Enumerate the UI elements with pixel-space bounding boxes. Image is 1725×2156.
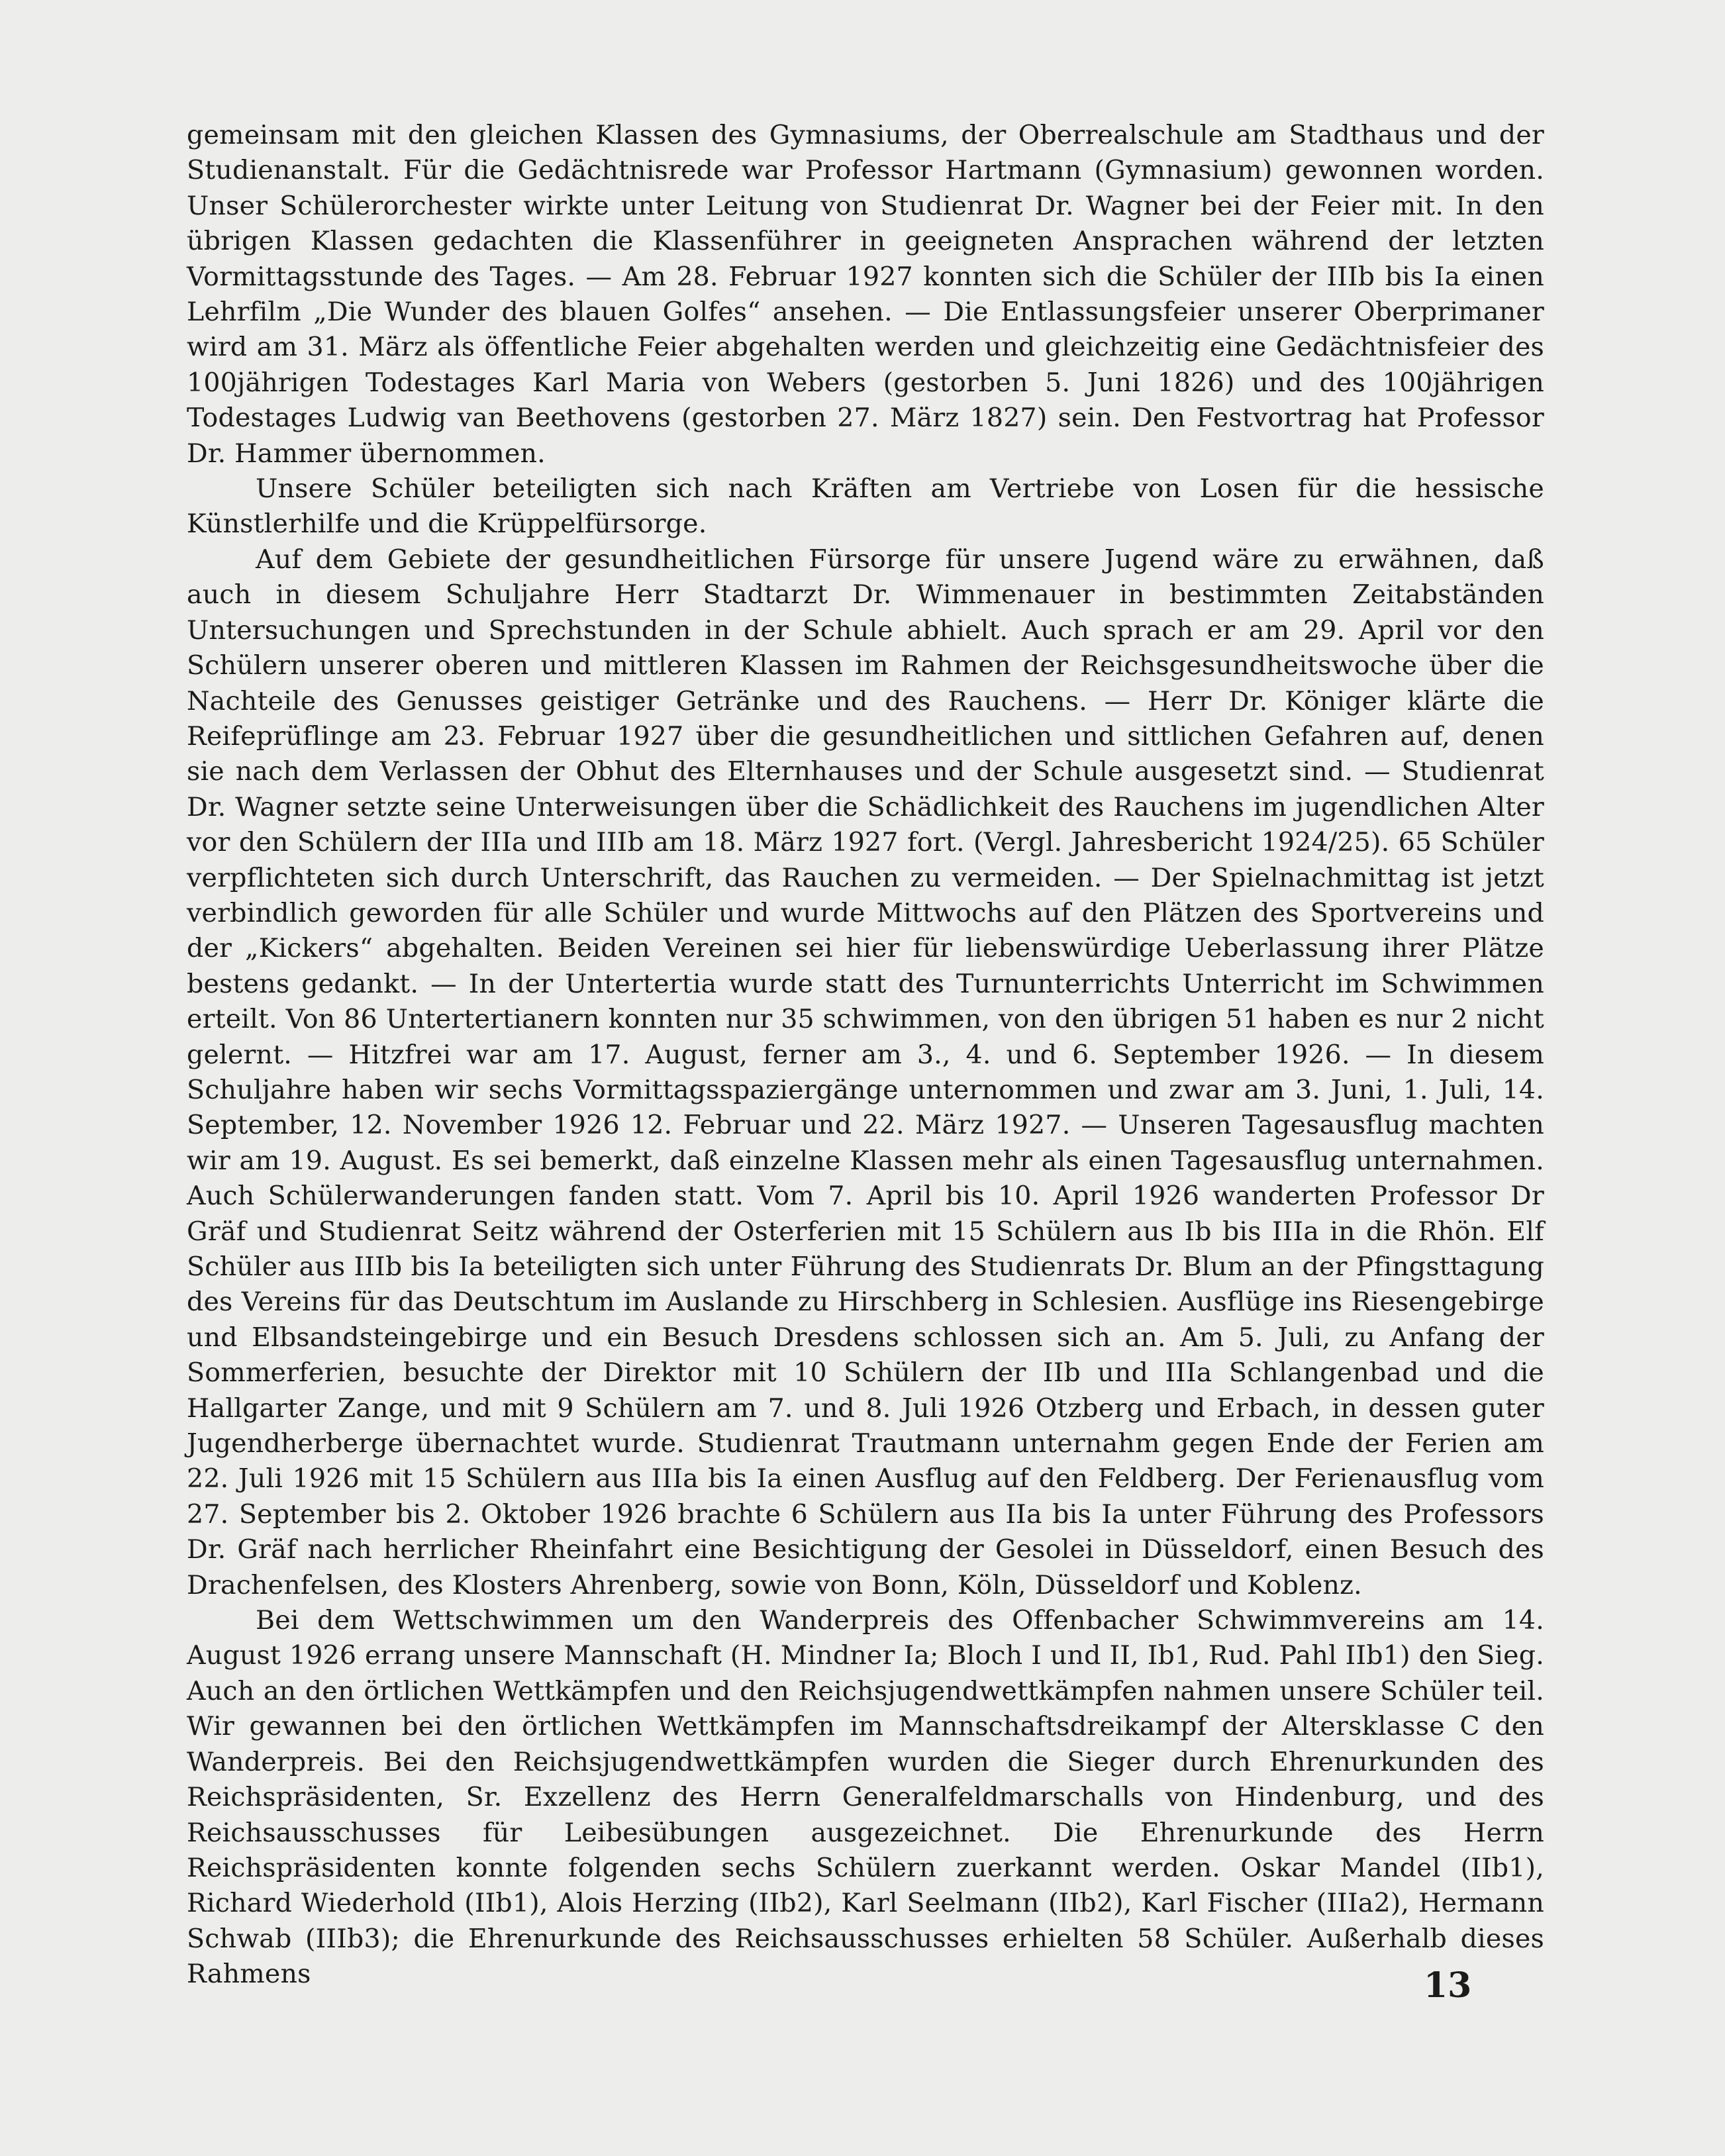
body-text [187, 118, 1544, 1992]
paragraph-2: Unsere Schüler beteiligten sich nach Kräften am Vertriebe von Losen für die hessische Künstlerhilfe und die Krüppelfürsorge. [187, 473, 1544, 540]
page-number: 13 [1424, 1965, 1472, 2006]
paragraph-3: Auf dem Gebiete der gesundheitlichen Fürsorge für unsere Jugend wäre zu erwähnen, daß auch in diesem Schuljahre Herr Stadtarzt Dr. Wimmenauer in bestimmten Zeitabständen Untersuchungen und Sprechstunden in der Schule abhielt. Auch sprach er am 29. April vor den Schülern unserer oberen und mittleren Klassen im Rahmen der Reichsgesundheitswoche über die Nachteile des Genusses geistiger Getränke und des Rauchens. — Herr Dr. Königer klärte die Reifeprüflinge am 23. Februar 1927 über die gesundheitlichen und sittlichen Gefahren auf, denen sie nach dem Verlassen der Obhut des Elternhauses und der Schule ausgesetzt sind. — Studienrat Dr. Wagner setzte seine Unterweisungen über die Schädlichkeit des Rauchens im jugendlichen Alter vor den Schülern der IIIa und IIIb am 18. März 1927 fort. (Vergl. Jahresbericht 1924/25). 65 Schüler verpflichteten sich durch Unterschrift, das Rauchen zu vermeiden. — Der Spielnachmittag ist jetzt verbindlich geworden für alle Schüler und wurde Mittwochs auf den Plätzen des Sportvereins und der „Kickers“ abgehalten. Beiden Vereinen sei hier für liebenswürdige Ueberlassung ihrer Plätze bestens gedankt. — In der Untertertia wurde statt des Turnunterrichts Unterricht im Schwimmen erteilt. Von 86 Untertertianern konnten nur 35 schwimmen, von den übrigen 51 haben es nur 2 nicht gelernt. — Hitzfrei war am 17. August, ferner am 3., 4. und 6. September 1926. — In diesem Schuljahre haben wir sechs Vormittagsspaziergänge unternommen und zwar am 3. Juni, 1. Juli, 14. September, 12. November 1926 12. Februar und 22. März 1927. — Unseren Tagesausflug machten wir am 19. August. Es sei bemerkt, daß einzelne Klassen mehr als einen Tagesausflug unternahmen. Auch Schülerwanderungen fanden statt. Vom 7. April bis 10. April 1926 wanderten Professor Dr Gräf und Studienrat Seitz während der Osterferien mit 15 Schülern aus Ib bis IIIa in die Rhön. Elf Schüler aus IIIb bis Ia beteiligten sich unter Führung des Studienrats Dr. Blum an der Pfingsttagung des Vereins für das Deutschtum im Auslande zu Hirschberg in Schlesien. Ausflüge ins Riesengebirge und Elbsandsteingebirge und ein Besuch Dresdens schlossen sich an. Am 5. Juli, zu Anfang der Sommerferien, besuchte der Direktor mit 10 Schülern der IIb und IIIa Schlangenbad und die Hallgarter Zange, und mit 9 Schülern am 7. und 8. Juli 1926 Otzberg und Erbach, in dessen guter Jugendherberge übernachtet wurde. Studienrat Trautmann unternahm gegen Ende der Ferien am 22. Juli 1926 mit 15 Schülern aus IIIa bis Ia einen Ausflug auf den Feldberg. Der Ferienausflug vom 27. September bis 2. Oktober 1926 brachte 6 Schülern aus IIa bis Ia unter Führung des Professors Dr. Gräf nach herrlicher Rheinfahrt eine Besichtigung der Gesolei in Düsseldorf, einen Besuch des Drachenfelsen, des Klosters Ahrenberg, sowie von Bonn, Köln, Düsseldorf und Koblenz. [187, 544, 1544, 1600]
paragraph-4: Bei dem Wettschwimmen um den Wanderpreis des Offenbacher Schwimmvereins am 14. August 1926 errang unsere Mannschaft (H. Mindner Ia; Bloch I und II, Ib1, Rud. Pahl IIb1) den Sieg. Auch an den örtlichen Wettkämpfen und den Reichsjugendwettkämpfen nahmen unsere Schüler teil. Wir gewannen bei den örtlichen Wettkämpfen im Mannschaftsdreikampf der Altersklasse C den Wanderpreis. Bei den Reichsjugendwettkämpfen wurden die Sieger durch Ehrenurkunden des Reichspräsidenten, Sr. Exzellenz des Herrn Generalfeldmarschalls von Hindenburg, und des Reichsausschusses für Leibesübungen ausgezeichnet. Die Ehrenurkunde des Herrn Reichspräsidenten konnte folgenden sechs Schülern zuerkannt werden. Oskar Mandel (IIb1), Richard Wiederhold (IIb1), Alois Herzing (IIb2), Karl Seelmann (IIb2), Karl Fischer (IIIa2), Hermann Schwab (IIIb3); die Ehrenurkunde des Reichsausschusses erhielten 58 Schüler. Außerhalb dieses Rahmens [187, 1605, 1544, 1990]
paragraph-1: gemeinsam mit den gleichen Klassen des Gymnasiums, der Oberrealschule am Stadthaus und der Studienanstalt. Für die Gedächtnisrede war Professor Hartmann (Gymnasium) gewonnen worden. Unser Schülerorchester wirkte unter Leitung von Studienrat Dr. Wagner bei der Feier mit. In den übrigen Klassen gedachten die Klassenführer in geeigneten Ansprachen während der letzten Vormittagsstunde des Tages. — Am 28. Februar 1927 konnten sich die Schüler der IIIb bis Ia einen Lehrfilm „Die Wunder des blauen Golfes“ ansehen. — Die Entlassungsfeier unserer Oberprimaner wird am 31. März als öffentliche Feier abgehalten werden und gleichzeitig eine Gedächtnisfeier des 100jährigen Todestages Karl Maria von Webers (gestorben 5. Juni 1826) und des 100jährigen Todestages Ludwig van Beethovens (gestorben 27. März 1827) sein. Den Festvortrag hat Professor Dr. Hammer übernommen. [187, 120, 1544, 469]
